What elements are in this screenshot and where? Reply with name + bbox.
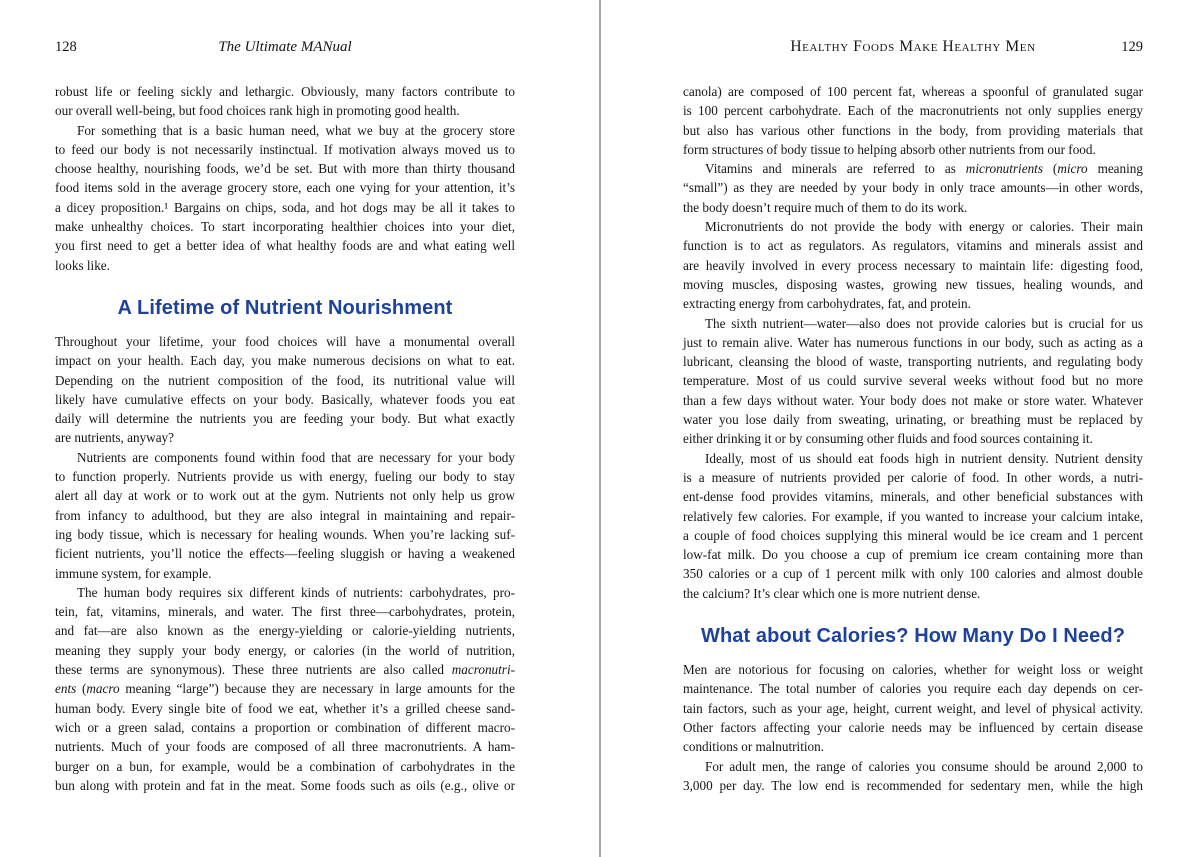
text-line: The sixth nutrient—water—also does not provide calories but is crucial for us bbox=[705, 315, 1143, 331]
text-line: a couple of food choices supplying this mineral would be ice cream and 1 percent bbox=[683, 527, 1143, 543]
text-line: ing body tissue, which is necessary for healing wounds. When you’re lacking suf- bbox=[55, 526, 515, 542]
paragraph bbox=[55, 448, 515, 583]
text-line: either drinking it or by consuming other fluids and food sources containing it. bbox=[683, 431, 1093, 447]
text-line: is a measure of nutrients provided per calorie of food. In other words, a nutri- bbox=[683, 469, 1143, 485]
text-line: Nutrients are components found within food that are necessary for your body bbox=[77, 449, 515, 465]
text-line: likely have cumulative effects on your body. Basically, whatever foods you eat bbox=[55, 391, 515, 407]
text-line: daily will determine the nutrients you are feeding your body. But what exactly bbox=[55, 411, 515, 427]
text-line: low-fat milk. Do you choose a cup of premium ice cream containing more than bbox=[683, 547, 1143, 563]
text-line: Ideally, most of us should eat foods high in nutrient density. Nutrient density bbox=[705, 450, 1143, 466]
page-body bbox=[683, 82, 1143, 795]
text-line: For adult men, the range of calories you consume should be around 2,000 to bbox=[705, 758, 1143, 774]
page-divider bbox=[599, 0, 601, 857]
text-line: and fat—are also known as the energy-yielding or calorie-yielding nutrients, bbox=[55, 623, 515, 639]
text-line: conditions or malnutrition. bbox=[683, 739, 825, 755]
text-line: are nutrients, anyway? bbox=[55, 430, 175, 446]
paragraph bbox=[683, 159, 1143, 217]
page-header-left bbox=[55, 38, 515, 56]
section-heading: What about Calories? How Many Do I Need? bbox=[700, 625, 1126, 648]
text-line: meaning they supply your body energy, or calories (in the world of nutrition, bbox=[55, 642, 515, 658]
paragraph bbox=[683, 757, 1143, 796]
text-line: ents (macro meaning “large”) because they are necessary in large amounts for the bbox=[55, 681, 515, 697]
text-line: 350 calories or a cup of 1 percent milk with only 100 calories and almost double bbox=[683, 566, 1143, 582]
text-line: For something that is a basic human need, what we buy at the grocery store bbox=[77, 122, 515, 138]
text-line: burger on a bun, for example, would be a combination of carbohydrates in the bbox=[55, 758, 515, 774]
text-line: immune system, for example. bbox=[55, 565, 212, 581]
text-line: a dicey proposition.¹ Bargains on chips, soda, and hot dogs may be all it takes to bbox=[55, 199, 515, 215]
text-line: temperature. Most of us could survive several weeks without food but no more bbox=[683, 373, 1143, 389]
text-line: make unhealthy choices. To start incorporating healthier choices into your diet, bbox=[55, 219, 515, 235]
paragraph bbox=[683, 660, 1143, 756]
text-line: relatively few calories. For example, if you wanted to increase your calcium intake, bbox=[683, 508, 1143, 524]
text-line: bun along with protein and fat in the meat. Some foods such as oils (e.g., olive or bbox=[55, 777, 515, 793]
paragraph bbox=[683, 217, 1143, 313]
text-line: alert all day at work or to work out at the gym. Nutrients not only help us grow bbox=[55, 488, 515, 504]
text-line: nutrients. Much of your foods are composed of all three macronutrients. A ham- bbox=[55, 739, 515, 755]
paragraph bbox=[55, 121, 515, 275]
text-line: wich or a green salad, contains a proportion or combination of different macro- bbox=[55, 719, 515, 735]
text-line: function is to act as regulators. As regulators, vitamins and minerals assist and bbox=[683, 238, 1143, 254]
text-line: but also has various other functions in the body, from providing materials that bbox=[683, 122, 1143, 138]
paragraph bbox=[683, 314, 1143, 449]
text-line: is 100 percent carbohydrate. Each of the macronutrients not only supplies energy bbox=[683, 103, 1143, 119]
text-line: ent-dense food provides vitamins, minerals, and other beneficial substances with bbox=[683, 489, 1143, 505]
text-line: to function properly. Nutrients provide us with energy, fueling our body to stay bbox=[55, 469, 515, 485]
text-line: the body doesn’t require much of them to do its work. bbox=[683, 199, 968, 215]
text-line: just to remain alive. Water has numerous functions in our body, such as acting as a bbox=[683, 334, 1143, 350]
text-line: lubricant, cleansing the blood of waste, transporting nutrients, and regulating body bbox=[683, 354, 1143, 370]
text-line: human body. Every single bite of food we eat, whether it’s a grilled cheese sand- bbox=[55, 700, 515, 716]
text-line: maintenance. The total number of calories you require each day depends on cer- bbox=[683, 681, 1143, 697]
text-line: you first need to get a better idea of what healthy foods are and what eating well bbox=[55, 238, 515, 254]
text-line: from infancy to adulthood, but they are also integral in maintaining and repair- bbox=[55, 507, 515, 523]
text-line: ficient nutrients, you’ll notice the effects—feeling sluggish or having a weakened bbox=[55, 546, 515, 562]
text-line: Depending on the nutrient composition of the food, its nutritional value will bbox=[55, 372, 515, 388]
page-number: 129 bbox=[1121, 39, 1143, 55]
text-line: are heavily involved in every process necessary to maintain life: digesting food, bbox=[683, 257, 1143, 273]
running-head: Healthy Foods Make Healthy Men bbox=[790, 38, 1036, 55]
text-line: moving muscles, disposing wastes, growing new tissues, healing wounds, and bbox=[683, 276, 1143, 292]
text-line: looks like. bbox=[55, 257, 110, 273]
text-line: form structures of body tissue to helping absorb other nutrients from our food. bbox=[683, 141, 1096, 157]
text-line: impact on your health. Each day, you make numerous decisions on what to eat. bbox=[55, 353, 515, 369]
text-line: canola) are composed of 100 percent fat, whereas a spoonful of granulated sugar bbox=[683, 84, 1143, 99]
paragraph bbox=[683, 82, 1143, 159]
text-line: Micronutrients do not provide the body with energy or calories. Their main bbox=[705, 219, 1143, 235]
section-heading: A Lifetime of Nutrient Nourishment bbox=[117, 296, 453, 319]
page-header-right bbox=[683, 38, 1143, 56]
text-line: Throughout your lifetime, your food choices will have a monumental overall bbox=[55, 333, 515, 349]
text-line: robust life or feeling sickly and lethargic. Obviously, many factors contribute to bbox=[55, 84, 515, 99]
paragraph bbox=[55, 583, 515, 795]
page-body bbox=[55, 82, 515, 795]
paragraph bbox=[55, 332, 515, 448]
text-line: The human body requires six different kinds of nutrients: carbohydrates, pro- bbox=[77, 584, 515, 600]
text-line: Vitamins and minerals are referred to as micronutrients (micro meaning bbox=[705, 161, 1143, 177]
text-line: food items sold in the average grocery store, each one vying for your attention, it’s bbox=[55, 180, 515, 196]
text-line: the calcium? It’s clear which one is more nutrient dense. bbox=[683, 585, 981, 601]
paragraph bbox=[55, 82, 515, 121]
text-line: Men are notorious for focusing on calories, whether for weight loss or weight bbox=[683, 662, 1143, 678]
text-line: Other factors affecting your calorie needs may be influenced by certain disease bbox=[683, 719, 1143, 735]
paragraph bbox=[683, 449, 1143, 603]
text-line: choose healthy, nourishing foods, we’d be set. But with more than thirty thousand bbox=[55, 161, 515, 177]
text-line: than a few days without water. Your body does not make or store water. Whatever bbox=[683, 392, 1143, 408]
text-line: water you lose daily from sweating, urinating, or breathing must be replaced by bbox=[683, 412, 1143, 428]
text-line: our overall well-being, but food choices rank high in promoting good health. bbox=[55, 103, 460, 119]
page-right bbox=[600, 0, 1200, 857]
text-line: 3,000 per day. The low end is recommended for sedentary men, while the high bbox=[683, 777, 1143, 793]
running-head: The Ultimate MANual bbox=[218, 39, 352, 55]
text-line: tain factors, such as your age, height, current weight, and level of physical activity. bbox=[683, 700, 1143, 716]
text-line: to feed our body is not necessarily instinctual. If motivation always moved us to bbox=[55, 141, 515, 157]
text-line: tein, fat, vitamins, minerals, and water. The first three—carbohydrates, protein, bbox=[55, 604, 515, 620]
page-number: 128 bbox=[55, 39, 77, 55]
text-line: extracting energy from carbohydrates, fat, and protein. bbox=[683, 296, 971, 312]
text-line: “small”) as they are needed by your body in only trace amounts—in other words, bbox=[683, 180, 1143, 196]
text-line: these terms are synonymous). These three nutrients are also called macronutri- bbox=[55, 662, 515, 678]
